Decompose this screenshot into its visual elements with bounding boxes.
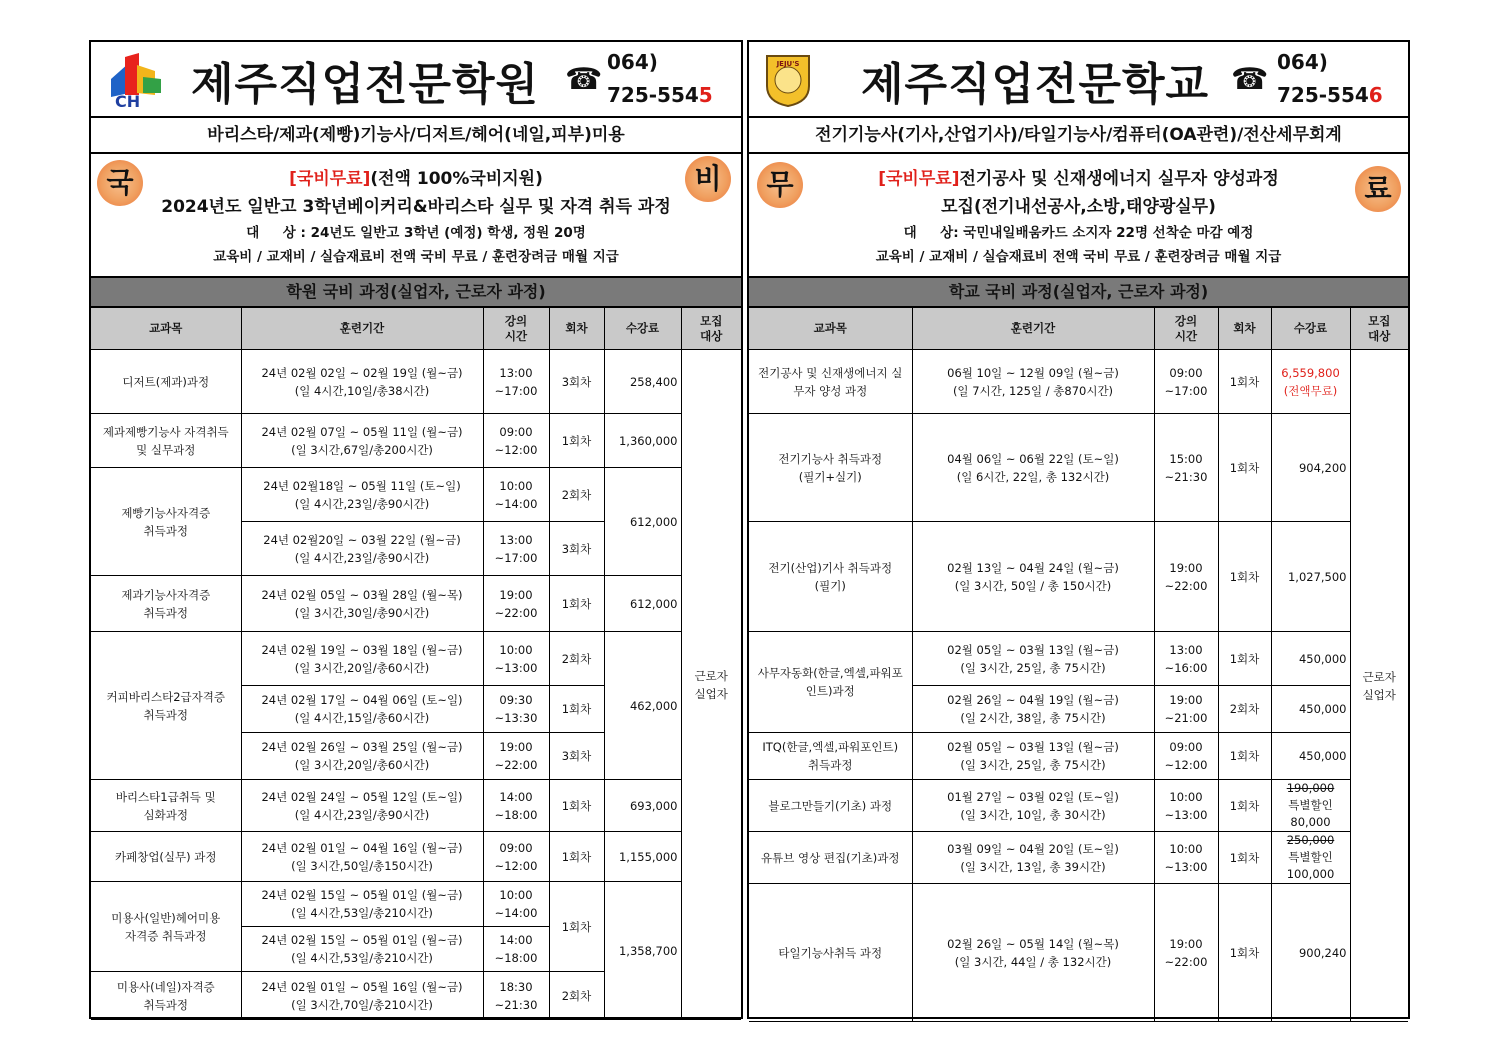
course-time: 10:00 ~13:00 bbox=[1154, 832, 1218, 884]
course-fee: 612,000 bbox=[604, 468, 681, 576]
course-time: 19:00 ~21:00 bbox=[1154, 686, 1218, 733]
course-fee-value: 100,000 bbox=[1286, 867, 1335, 881]
school-phone-main: 725-554 bbox=[1277, 83, 1369, 107]
course-fee: 612,000 bbox=[604, 576, 681, 632]
course-round: 1회차 bbox=[549, 576, 604, 632]
course-round: 1회차 bbox=[1218, 632, 1271, 686]
academy-phone-area: 064) bbox=[607, 50, 658, 74]
course-fee-note: (전액무료) bbox=[1283, 383, 1338, 398]
course-name: 블로그만들기(기초) 과정 bbox=[749, 780, 912, 832]
course-fee: 904,200 bbox=[1271, 414, 1350, 522]
course-name: 제과제빵기능사 자격취득 및 실무과정 bbox=[91, 414, 241, 468]
course-round: 1회차 bbox=[549, 686, 604, 733]
course-period-dates: 06월 10일 ~ 12월 09일 (월~금) bbox=[947, 365, 1119, 380]
col-time: 강의 시간 bbox=[483, 308, 549, 350]
course-time: 14:00 ~18:00 bbox=[483, 780, 549, 832]
course-name: 바리스타1급취득 및 심화과정 bbox=[91, 780, 241, 832]
course-period-hours: (일 3시간,70일/총210시간) bbox=[291, 997, 433, 1012]
course-round: 1회차 bbox=[1218, 414, 1271, 522]
school-course-table bbox=[749, 308, 1408, 1022]
course-period bbox=[912, 350, 1154, 414]
course-target: 근로자 실업자 bbox=[1350, 350, 1408, 1022]
course-time: 15:00 ~21:30 bbox=[1154, 414, 1218, 522]
course-time: 09:00 ~12:00 bbox=[1154, 733, 1218, 780]
course-round: 1회차 bbox=[1218, 350, 1271, 414]
course-period-dates: 24년 02월 26일 ~ 03월 25일 (월~금) bbox=[261, 740, 463, 754]
course-time: 09:00 ~12:00 bbox=[483, 414, 549, 468]
course-time: 13:00 ~16:00 bbox=[1154, 632, 1218, 686]
course-period-hours: (일 4시간,23일/총90시간) bbox=[294, 807, 430, 822]
table-row bbox=[91, 632, 741, 686]
course-fee: 258,400 bbox=[604, 350, 681, 414]
course-period bbox=[912, 733, 1154, 780]
course-fee: 450,000 bbox=[1271, 632, 1350, 686]
course-period-hours: (일 3시간, 50일 / 총 150시간) bbox=[954, 578, 1112, 593]
table-row bbox=[749, 522, 1408, 632]
academy-name: 제주직업전문학원 bbox=[191, 59, 540, 110]
course-period-hours: (일 3시간, 44일 / 총 132시간) bbox=[954, 954, 1112, 969]
academy-logo bbox=[103, 49, 163, 109]
academy-subjects: 바리스타/제과(제빵)기능사/디저트/헤어(네일,피부)미용 bbox=[91, 118, 741, 154]
promo-line1: 전기공사 및 신재생에너지 실무자 양성과정 bbox=[959, 169, 1279, 189]
course-period-hours: (일 3시간,50일/총150시간) bbox=[291, 858, 433, 873]
course-period bbox=[241, 733, 483, 780]
course-round: 1회차 bbox=[549, 414, 604, 468]
course-period bbox=[912, 414, 1154, 522]
course-fee: 462,000 bbox=[604, 632, 681, 780]
table-row bbox=[91, 780, 741, 832]
course-fee: 693,000 bbox=[604, 780, 681, 832]
table-row bbox=[749, 832, 1408, 884]
course-fee-value: 80,000 bbox=[1290, 815, 1331, 829]
promo-line2: 모집(전기내선공사,소방,태양광실무) bbox=[941, 197, 1216, 217]
course-period-hours: (일 4시간,23일/총90시간) bbox=[294, 496, 430, 511]
course-round: 3회차 bbox=[549, 733, 604, 780]
table-row bbox=[91, 350, 741, 414]
promo-burst-left: 무 bbox=[757, 162, 803, 208]
course-period-dates: 02월 13일 ~ 04월 24일 (월~금) bbox=[947, 560, 1119, 575]
promo-line3: 대 상 : 24년도 일반고 3학년 (예정) 학생, 정원 20명 bbox=[246, 225, 586, 241]
course-name: 전기공사 및 신재생에너지 실 무자 양성 과정 bbox=[749, 350, 912, 414]
course-fee-label: 특별할인 bbox=[1288, 850, 1333, 864]
course-period-dates: 24년 02월 01일 ~ 04월 16일 (월~금) bbox=[261, 840, 463, 855]
course-period-dates: 24년 02월 24일 ~ 05월 12일 (토~일) bbox=[261, 789, 463, 804]
promo-tag: [국비무료] bbox=[289, 169, 371, 189]
col-time: 강의 시간 bbox=[1154, 308, 1218, 350]
course-name: ITQ(한글,엑셀,파워포인트) 취득과정 bbox=[749, 733, 912, 780]
course-name: 제빵기능사자격증 취득과정 bbox=[91, 468, 241, 576]
course-name: 제과기능사자격증 취득과정 bbox=[91, 576, 241, 632]
school-section-title: 학교 국비 과정(실업자, 근로자 과정) bbox=[749, 278, 1408, 308]
phone-icon: ☎ bbox=[1231, 62, 1269, 97]
academy-course-rows bbox=[91, 350, 741, 1020]
course-name: 카페창업(실무) 과정 bbox=[91, 832, 241, 882]
course-period-hours: (일 3시간,30일/총90시간) bbox=[294, 605, 430, 620]
col-period: 훈련기간 bbox=[912, 308, 1154, 350]
course-period-dates: 24년 02월 19일 ~ 03월 18일 (월~금) bbox=[261, 642, 463, 657]
academy-course-table bbox=[91, 308, 741, 1020]
col-subject: 교과목 bbox=[749, 308, 912, 350]
school-phone-last: 6 bbox=[1368, 83, 1383, 107]
course-time: 10:00 ~13:00 bbox=[483, 632, 549, 686]
academy-phone[interactable] bbox=[607, 46, 713, 112]
promo-line4: 교육비 / 교재비 / 실습재료비 전액 국비 무료 / 훈련장려금 매월 지급 bbox=[875, 249, 1282, 265]
table-row bbox=[749, 632, 1408, 686]
school-course-rows bbox=[749, 350, 1408, 1022]
course-period-dates: 03월 09일 ~ 04월 20일 (토~일) bbox=[947, 841, 1119, 856]
promo-line1: (전액 100%국비지원) bbox=[370, 169, 543, 189]
course-name: 타일기능사취득 과정 bbox=[749, 884, 912, 1022]
academy-title-row bbox=[91, 42, 741, 118]
course-period bbox=[241, 882, 483, 927]
course-time: 10:00 ~14:00 bbox=[483, 882, 549, 927]
course-time: 19:00 ~22:00 bbox=[483, 733, 549, 780]
course-period-dates: 02월 26일 ~ 04월 19일 (월~금) bbox=[947, 693, 1119, 707]
course-period-dates: 24년 02월 02일 ~ 02월 19일 (월~금) bbox=[261, 365, 463, 380]
course-time: 13:00 ~17:00 bbox=[483, 522, 549, 576]
table-row bbox=[91, 468, 741, 522]
course-period bbox=[912, 522, 1154, 632]
course-round: 1회차 bbox=[1218, 832, 1271, 884]
table-row bbox=[749, 884, 1408, 1022]
course-fee-value: 6,559,800 bbox=[1281, 365, 1340, 380]
course-time: 09:00 ~12:00 bbox=[483, 832, 549, 882]
course-round: 1회차 bbox=[1218, 733, 1271, 780]
table-row bbox=[749, 733, 1408, 780]
course-period-dates: 04월 06일 ~ 06월 22일 (토~일) bbox=[947, 451, 1119, 466]
school-logo-text: JEJU'S bbox=[776, 60, 800, 68]
school-panel bbox=[747, 40, 1410, 1019]
course-round: 2회차 bbox=[549, 972, 604, 1020]
col-round: 회차 bbox=[1218, 308, 1271, 350]
course-name: 유튜브 영상 편집(기초)과정 bbox=[749, 832, 912, 884]
course-time: 19:00 ~22:00 bbox=[1154, 884, 1218, 1022]
course-period-hours: (일 3시간, 25일, 총 75시간) bbox=[960, 758, 1106, 772]
course-period-dates: 24년 02월 17일 ~ 04월 06일 (토~일) bbox=[261, 693, 463, 707]
academy-section-title: 학원 국비 과정(실업자, 근로자 과정) bbox=[91, 278, 741, 308]
school-subjects: 전기기능사(기사,산업기사)/타일기능사/컴퓨터(OA관련)/전산세무회계 bbox=[749, 118, 1408, 154]
table-row bbox=[749, 414, 1408, 522]
col-fee: 수강료 bbox=[1271, 308, 1350, 350]
promo-line3: 대 상: 국민내일배움카드 소지자 22명 선착순 마감 예정 bbox=[903, 225, 1254, 241]
school-promo bbox=[749, 154, 1408, 278]
course-time: 18:30 ~21:30 bbox=[483, 972, 549, 1020]
table-row bbox=[749, 780, 1408, 832]
course-period-dates: 24년 02월 05일 ~ 03월 28일 (월~목) bbox=[261, 587, 463, 602]
course-period-dates: 24년 02월18일 ~ 05월 11일 (토~일) bbox=[263, 478, 461, 493]
course-period-dates: 24년 02월20일 ~ 03월 22일 (월~금) bbox=[263, 532, 461, 547]
course-time: 14:00 ~18:00 bbox=[483, 927, 549, 972]
course-period bbox=[912, 686, 1154, 733]
course-period bbox=[241, 522, 483, 576]
course-fee bbox=[1271, 780, 1350, 832]
course-period-hours: (일 3시간,67일/총200시간) bbox=[291, 442, 433, 457]
course-time: 13:00 ~17:00 bbox=[483, 350, 549, 414]
course-round: 1회차 bbox=[1218, 780, 1271, 832]
course-fee bbox=[1271, 350, 1350, 414]
promo-tag: [국비무료] bbox=[878, 169, 960, 189]
col-fee: 수강료 bbox=[604, 308, 681, 350]
course-round: 3회차 bbox=[549, 350, 604, 414]
course-target: 근로자 실업자 bbox=[681, 350, 741, 1020]
course-round: 1회차 bbox=[549, 780, 604, 832]
course-fee-old: 190,000 bbox=[1286, 781, 1335, 795]
course-round: 2회차 bbox=[1218, 686, 1271, 733]
course-fee: 450,000 bbox=[1271, 686, 1350, 733]
course-period-hours: (일 4시간,53일/총210시간) bbox=[291, 906, 433, 920]
course-period bbox=[241, 632, 483, 686]
academy-phone-main: 725-554 bbox=[607, 83, 699, 107]
course-time: 19:00 ~22:00 bbox=[483, 576, 549, 632]
course-period-hours: (일 7시간, 125일 / 총870시간) bbox=[952, 383, 1114, 398]
course-period-dates: 02월 05일 ~ 03월 13일 (월~금) bbox=[947, 642, 1119, 657]
course-fee: 1,360,000 bbox=[604, 414, 681, 468]
academy-promo bbox=[91, 154, 741, 278]
course-period bbox=[241, 972, 483, 1020]
course-period-hours: (일 2시간, 38일, 총 75시간) bbox=[960, 711, 1106, 725]
table-row bbox=[91, 414, 741, 468]
academy-phone-last: 5 bbox=[698, 83, 713, 107]
course-period bbox=[241, 686, 483, 733]
course-fee: 900,240 bbox=[1271, 884, 1350, 1022]
course-period-dates: 24년 02월 15일 ~ 05월 01일 (월~금) bbox=[261, 933, 463, 947]
course-period bbox=[912, 884, 1154, 1022]
school-logo bbox=[763, 52, 813, 108]
course-period-dates: 24년 02월 15일 ~ 05월 01일 (월~금) bbox=[261, 888, 463, 902]
course-period bbox=[241, 780, 483, 832]
course-period-dates: 24년 02월 01일 ~ 05월 16일 (월~금) bbox=[261, 979, 463, 994]
course-period-hours: (일 4시간,23일/총90시간) bbox=[294, 550, 430, 565]
col-round: 회차 bbox=[549, 308, 604, 350]
promo-line4: 교육비 / 교재비 / 실습재료비 전액 국비 무료 / 훈련장려금 매월 지급 bbox=[213, 249, 619, 265]
promo-burst-right: 료 bbox=[1355, 166, 1401, 212]
course-period-dates: 24년 02월 07일 ~ 05월 11일 (월~금) bbox=[261, 424, 463, 439]
course-period-hours: (일 3시간,20일/총60시간) bbox=[294, 660, 430, 675]
course-time: 19:00 ~22:00 bbox=[1154, 522, 1218, 632]
table-row bbox=[91, 832, 741, 882]
course-name: 미용사(일반)헤어미용 자격증 취득과정 bbox=[91, 882, 241, 972]
course-fee: 1,155,000 bbox=[604, 832, 681, 882]
course-round: 1회차 bbox=[1218, 522, 1271, 632]
school-phone[interactable] bbox=[1277, 46, 1383, 112]
course-period-hours: (일 3시간,20일/총60시간) bbox=[294, 758, 430, 772]
col-period: 훈련기간 bbox=[241, 308, 483, 350]
course-period-hours: (일 4시간,53일/총210시간) bbox=[291, 951, 433, 965]
course-period-hours: (일 4시간,15일/총60시간) bbox=[294, 711, 430, 725]
course-period bbox=[912, 780, 1154, 832]
course-fee: 1,358,700 bbox=[604, 882, 681, 1020]
course-period bbox=[241, 832, 483, 882]
course-period-dates: 02월 05일 ~ 03월 13일 (월~금) bbox=[947, 740, 1119, 754]
course-period bbox=[912, 632, 1154, 686]
phone-icon: ☎ bbox=[565, 62, 603, 97]
col-subject: 교과목 bbox=[91, 308, 241, 350]
course-round: 2회차 bbox=[549, 468, 604, 522]
academy-logo-text: CH bbox=[115, 92, 141, 109]
course-round: 1회차 bbox=[549, 832, 604, 882]
course-round: 1회차 bbox=[549, 882, 604, 972]
course-round: 2회차 bbox=[549, 632, 604, 686]
table-row bbox=[91, 576, 741, 632]
school-name: 제주직업전문학교 bbox=[861, 59, 1210, 110]
course-period-dates: 02월 26일 ~ 05월 14일 (월~목) bbox=[947, 936, 1119, 951]
course-name: 디저트(제과)과정 bbox=[91, 350, 241, 414]
table-row bbox=[91, 882, 741, 927]
promo-burst-right: 비 bbox=[685, 156, 731, 202]
course-period-dates: 01월 27일 ~ 03월 02일 (토~일) bbox=[947, 789, 1119, 804]
course-period bbox=[241, 927, 483, 972]
course-period-hours: (일 3시간, 13일, 총 39시간) bbox=[960, 859, 1106, 874]
course-fee bbox=[1271, 832, 1350, 884]
promo-burst-left: 국 bbox=[97, 160, 143, 206]
col-target: 모집 대상 bbox=[1350, 308, 1408, 350]
course-period bbox=[241, 468, 483, 522]
course-time: 10:00 ~13:00 bbox=[1154, 780, 1218, 832]
course-name: 전기(산업)기사 취득과정 (필기) bbox=[749, 522, 912, 632]
school-title-row bbox=[749, 42, 1408, 118]
course-period-hours: (일 3시간, 10일, 총 30시간) bbox=[960, 807, 1106, 822]
course-period bbox=[241, 576, 483, 632]
course-time: 09:00 ~17:00 bbox=[1154, 350, 1218, 414]
school-phone-area: 064) bbox=[1277, 50, 1328, 74]
course-period bbox=[912, 832, 1154, 884]
table-row bbox=[749, 350, 1408, 414]
course-round: 3회차 bbox=[549, 522, 604, 576]
course-period bbox=[241, 414, 483, 468]
col-target: 모집 대상 bbox=[681, 308, 741, 350]
promo-line2: 2024년도 일반고 3학년베이커리&바리스타 실무 및 자격 취득 과정 bbox=[161, 197, 671, 217]
course-period-hours: (일 6시간, 22일, 총 132시간) bbox=[956, 469, 1110, 484]
course-period-hours: (일 3시간, 25일, 총 75시간) bbox=[960, 660, 1106, 675]
course-fee-label: 특별할인 bbox=[1288, 798, 1333, 812]
course-time: 09:30 ~13:30 bbox=[483, 686, 549, 733]
course-name: 전기기능사 취득과정 (필기+실기) bbox=[749, 414, 912, 522]
course-name: 사무자동화(한글,엑셀,파워포 인트)과정 bbox=[749, 632, 912, 733]
course-period-hours: (일 4시간,10일/총38시간) bbox=[294, 383, 430, 398]
course-round: 1회차 bbox=[1218, 884, 1271, 1022]
course-period bbox=[241, 350, 483, 414]
academy-panel bbox=[89, 40, 743, 1019]
course-name: 커피바리스타2급자격증 취득과정 bbox=[91, 632, 241, 780]
course-fee: 1,027,500 bbox=[1271, 522, 1350, 632]
course-name: 미용사(네일)자격증 취득과정 bbox=[91, 972, 241, 1020]
course-time: 10:00 ~14:00 bbox=[483, 468, 549, 522]
course-fee: 450,000 bbox=[1271, 733, 1350, 780]
course-fee-old: 250,000 bbox=[1286, 833, 1335, 847]
